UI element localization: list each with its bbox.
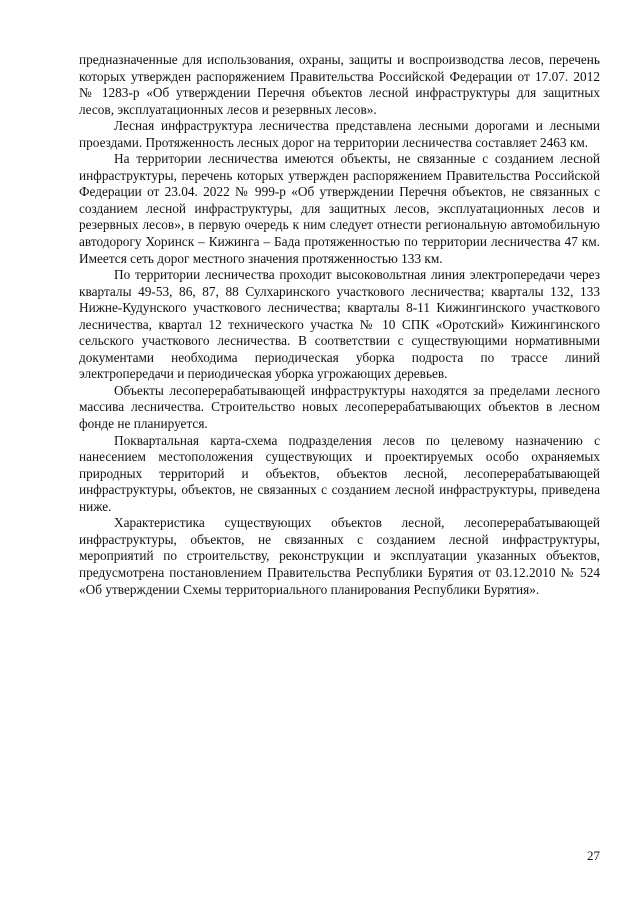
paragraph-wood-processing: Объекты лесоперерабатывающей инфраструктуры находятся за пределами лесного массива лесничества. Строительство новых лесоперерабатывающих объектов в лесном фонде не планируется. [79,382,600,432]
document-body [79,52,600,598]
paragraph-forest-infrastructure-list: предназначенные для использования, охраны, защиты и воспроизводства лесов, перечень которых утвержден распоряжением Правительства Российской Федерации от 17.07. 2012 № 1283-р «Об утверждении Перечня объектов лесной инфраструктуры для защитных лесов, эксплуатационных лесов и резервных лесов». [79,52,600,117]
page-number: 27 [587,848,600,863]
paragraph-characteristics: Характеристика существующих объектов лесной, лесоперерабатывающей инфраструктуры, объектов, не связанных с созданием лесной инфраструктуры, мероприятий по строительству, реконструкции и эксплуатации указанных объектов, предусмотрена постановлением Правительства Республики Бурятия от 03.12.2010 № 524 «Об утверждении Схемы территориального планирования Республики Бурятия». [79,515,600,597]
paragraph-non-forest-objects: На территории лесничества имеются объекты, не связанные с созданием лесной инфраструктуры, перечень которых утвержден распоряжением Правительства Российской Федерации от 23.04. 2022 № 999-р «Об утверждении Перечня объектов, не связанных с созданием лесной инфраструктуры, для защитных лесов, эксплуатационных лесов и резервных лесов», в первую очередь к ним следует отнести региональную автомобильную автодорогу Хоринск – Кижинга – Бада протяженностью по территории лесничества 47 км. Имеется сеть дорог местного значения протяженностью 133 км. [79,151,600,266]
paragraph-power-lines: По территории лесничества проходит высоковольтная линия электропередачи через кварталы 49-53, 86, 87, 88 Сулхаринского участкового лесничества; кварталы 132, 133 Нижне-Кудунского участкового лесничества; кварталы 8-11 Кижингинского участкового лесничества, квартал 12 технического участка № 10 СПК «Оротский» Кижингинского сельского участкового лесничества. В соответствии с существующими нормативными документами необходима периодическая уборка подроста по трассе линий электропередачи и периодическая уборка угрожающих деревьев. [79,267,600,382]
paragraph-map-scheme: Поквартальная карта-схема подразделения лесов по целевому назначению с нанесением местоположения существующих и проектируемых особо охраняемых природных территорий и объектов, объектов лесной, лесоперерабатывающей инфраструктуры, объектов, не связанных с созданием лесной инфраструктуры, приведена ниже. [79,432,600,514]
paragraph-forest-roads: Лесная инфраструктура лесничества представлена лесными дорогами и лесными проездами. Протяженность лесных дорог на территории лесничества составляет 2463 км. [79,118,600,150]
